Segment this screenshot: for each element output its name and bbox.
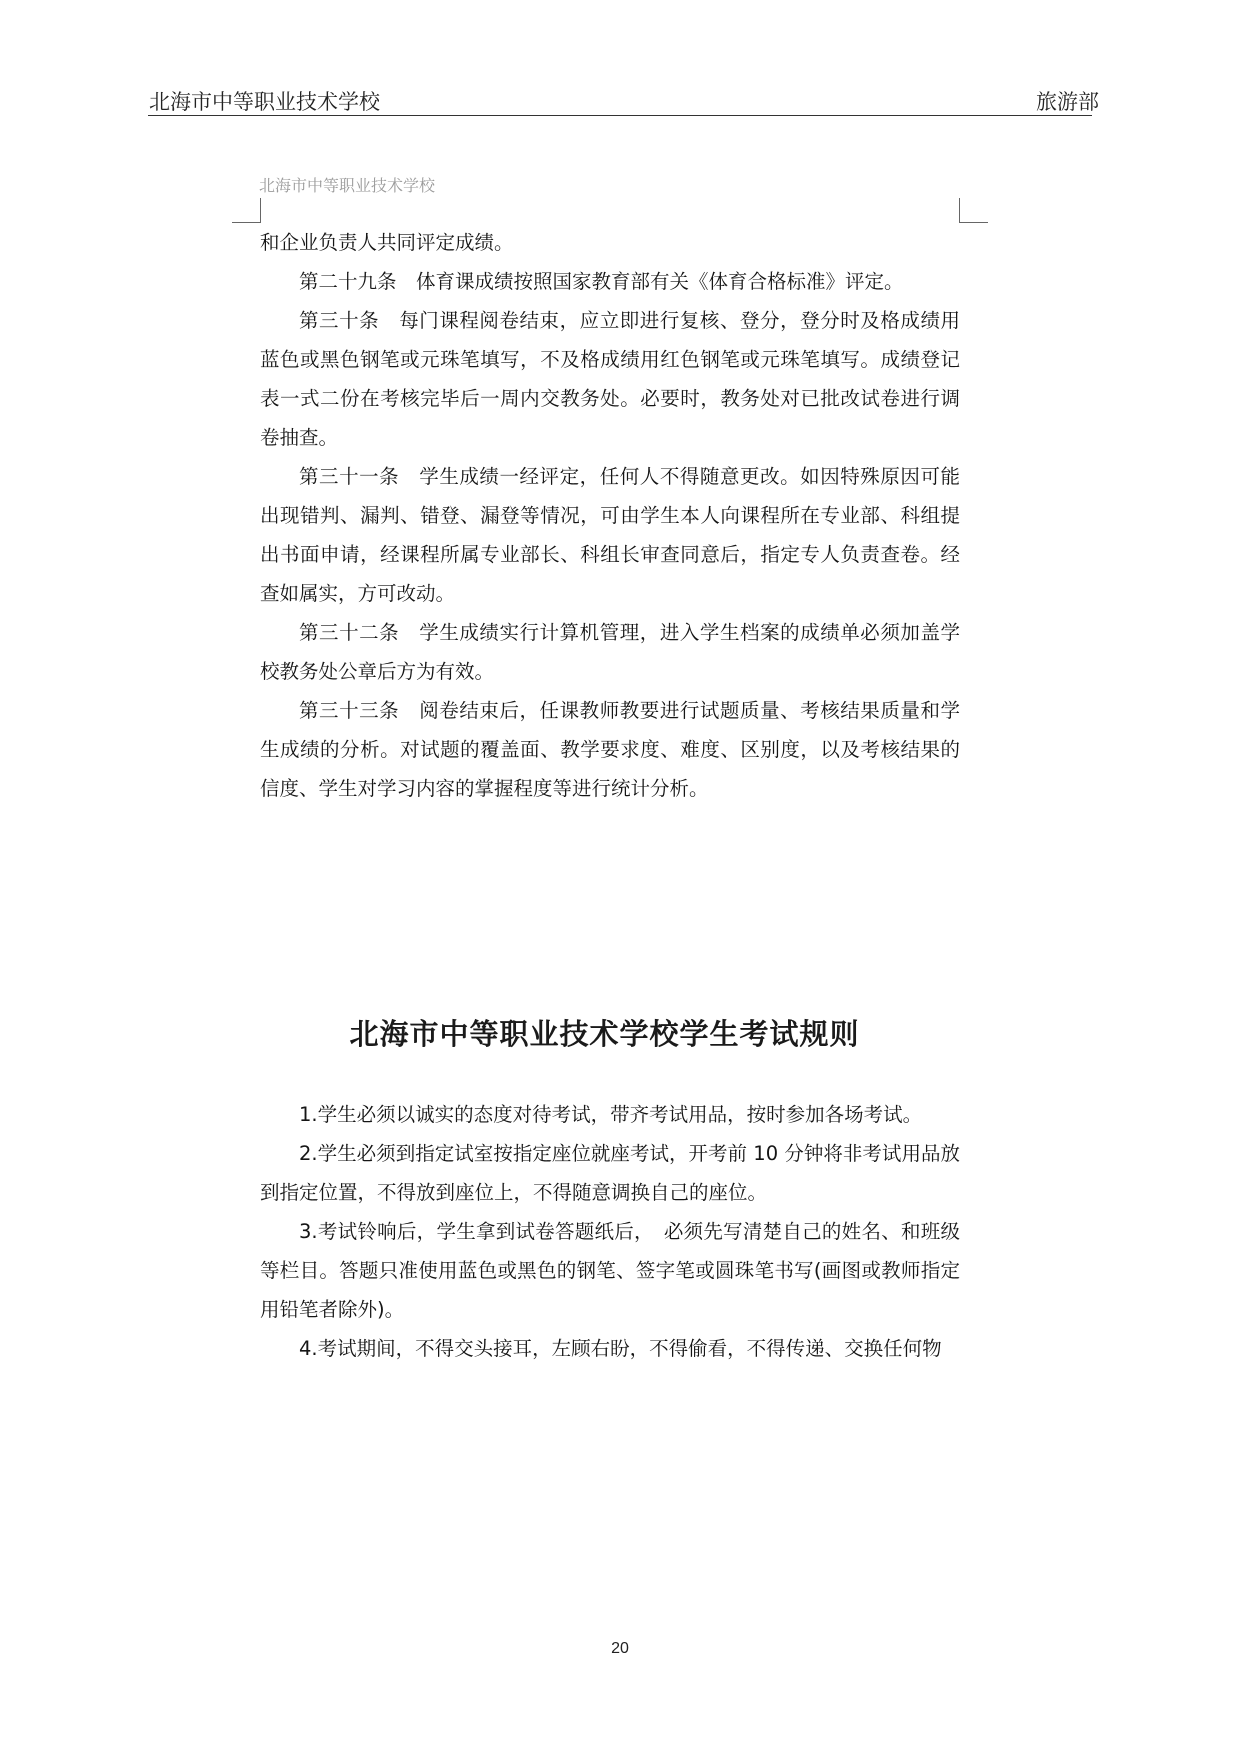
rule-item-3: 3.考试铃响后，学生拿到试卷答题纸后， 必须先写清楚自己的姓名、和班级等栏目。答题只准使用蓝色或黑色的钢笔、签字笔或圆珠笔书写(画图或教师指定用铅笔者除外)。 <box>260 1220 960 1321</box>
paragraph: 和企业负责人共同评定成绩。 <box>260 231 514 254</box>
crop-mark-left <box>232 198 261 223</box>
exam-rules-section <box>260 1095 960 1368</box>
rule-item-4: 4.考试期间，不得交头接耳，左顾右盼，不得偷看，不得传递、交换任何物 <box>299 1337 942 1360</box>
rule-item-2: 2.学生必须到指定试室按指定座位就座考试，开考前 10 分钟将非考试用品放到指定位置，不得放到座位上，不得随意调换自己的座位。 <box>260 1142 960 1204</box>
paragraph-article-33: 第三十三条 阅卷结束后，任课教师教要进行试题质量、考核结果质量和学生成绩的分析。对试题的覆盖面、教学要求度、难度、区别度，以及考核结果的信度、学生对学习内容的掌握程度等进行统计分析。 <box>260 699 960 800</box>
header-school-name: 北海市中等职业技术学校 <box>149 90 380 114</box>
paragraph-article-29: 第二十九条 体育课成绩按照国家教育部有关《体育合格标准》评定。 <box>299 270 904 293</box>
document-title: 北海市中等职业技术学校学生考试规则 <box>349 1017 860 1051</box>
header-rule <box>148 115 1092 116</box>
paragraph-article-30: 第三十条 每门课程阅卷结束，应立即进行复核、登分，登分时及格成绩用蓝色或黑色钢笔或元珠笔填写，不及格成绩用红色钢笔或元珠笔填写。成绩登记表一式二份在考核完毕后一周内交教务处。必要时，教务处对已批改试卷进行调卷抽查。 <box>260 309 960 449</box>
paragraph-article-31: 第三十一条 学生成绩一经评定，任何人不得随意更改。如因特殊原因可能出现错判、漏判、错登、漏登等情况，可由学生本人向课程所在专业部、科组提出书面申请，经课程所属专业部长、科组长审查同意后，指定专人负责查卷。经查如属实，方可改动。 <box>260 465 960 605</box>
rule-item-1: 1.学生必须以诚实的态度对待考试，带齐考试用品，按时参加各场考试。 <box>299 1103 923 1126</box>
grading-rules-section <box>260 223 960 808</box>
paragraph-article-32: 第三十二条 学生成绩实行计算机管理，进入学生档案的成绩单必须加盖学校教务处公章后方为有效。 <box>260 621 960 683</box>
page-number: 20 <box>611 1640 629 1657</box>
crop-mark-right <box>959 198 988 223</box>
scanned-page-header: 北海市中等职业技术学校 <box>259 176 436 195</box>
header-department: 旅游部 <box>1036 90 1099 114</box>
